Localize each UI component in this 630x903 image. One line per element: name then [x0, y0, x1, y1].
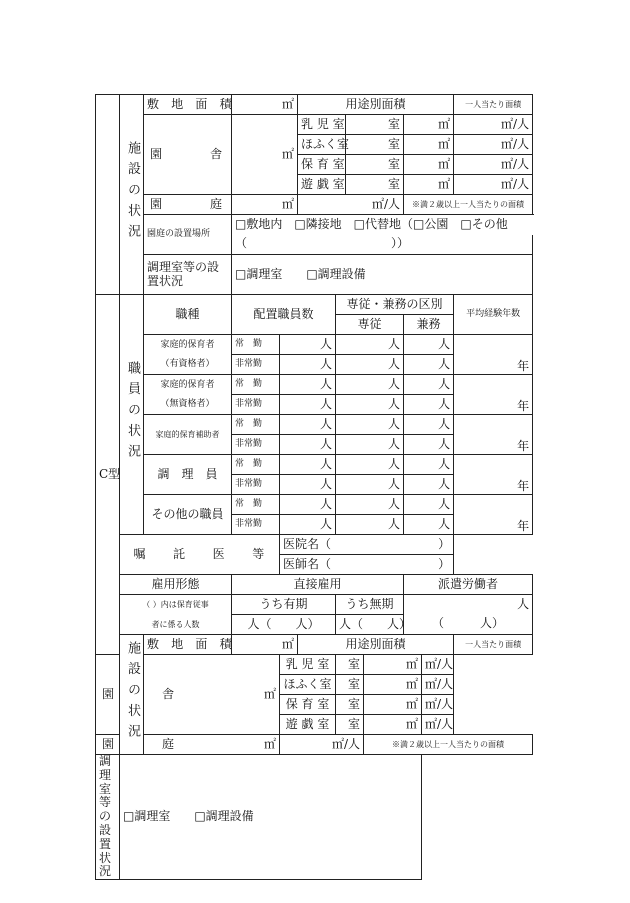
- role-5-regular-fulltime[interactable]: 人: [336, 495, 404, 515]
- role-1-irregular-concurrent[interactable]: 人: [404, 355, 454, 375]
- garden-note-2: ※満２歳以上一人当たりの面積: [364, 735, 533, 755]
- role-1-regular-count[interactable]: 人: [280, 335, 336, 355]
- room-care-2: 保 育 室: [280, 695, 336, 715]
- role-1-years[interactable]: 年: [454, 335, 533, 375]
- role-2-regular-count[interactable]: 人: [280, 375, 336, 395]
- room-crawling-area-2[interactable]: ㎡: [364, 675, 422, 695]
- room-play-area[interactable]: ㎡: [404, 175, 454, 195]
- role-4-label: 調 理 員: [144, 455, 232, 495]
- room-nursery-count[interactable]: 室: [346, 115, 404, 135]
- role-4-regular-fulltime[interactable]: 人: [336, 455, 404, 475]
- role-5-irregular-concurrent[interactable]: 人: [404, 515, 454, 535]
- garden-area-value[interactable]: ㎡: [232, 195, 298, 215]
- col-staff-count: 配置職員数: [232, 295, 336, 335]
- room-nursery-count-2[interactable]: 室: [336, 655, 364, 675]
- role-5-label: その他の職員: [144, 495, 232, 535]
- room-nursery: 乳 児 室: [298, 115, 346, 135]
- role-3-regular: 常 勤: [232, 415, 280, 435]
- role-3-irregular-count[interactable]: 人: [280, 435, 336, 455]
- role-5-regular: 常 勤: [232, 495, 280, 515]
- role-2-line1: 家庭的保育者: [144, 375, 232, 395]
- garden-per-person-value-2[interactable]: ㎡/人: [280, 735, 364, 755]
- room-crawling-area[interactable]: ㎡: [404, 135, 454, 155]
- doctor-name-label[interactable]: 医師名（: [280, 555, 422, 575]
- role-3-regular-count[interactable]: 人: [280, 415, 336, 435]
- clinic-name-close: ）: [422, 535, 454, 555]
- role-1-irregular-count[interactable]: 人: [280, 355, 336, 375]
- role-3-irregular-fulltime[interactable]: 人: [336, 435, 404, 455]
- role-4-irregular-fulltime[interactable]: 人: [336, 475, 404, 495]
- blank-cell-top: [96, 95, 120, 295]
- role-5-irregular: 非常勤: [232, 515, 280, 535]
- garden-per-person-value[interactable]: ㎡/人: [298, 195, 404, 215]
- role-4-irregular: 非常勤: [232, 475, 280, 495]
- employment-form-label: 雇用形態: [120, 575, 232, 595]
- room-nursery-area-2[interactable]: ㎡: [364, 655, 422, 675]
- role-4-irregular-concurrent[interactable]: 人: [404, 475, 454, 495]
- role-4-regular-count[interactable]: 人: [280, 455, 336, 475]
- kitchen-label: 調理室等の設置状況: [144, 255, 232, 295]
- role-1-line1: 家庭的保育者: [144, 335, 232, 355]
- room-care-count[interactable]: 室: [346, 155, 404, 175]
- room-crawling-per-person-2[interactable]: ㎡/人: [422, 675, 454, 695]
- role-1-irregular-fulltime[interactable]: 人: [336, 355, 404, 375]
- employment-note-2: 者に係る人数: [120, 615, 232, 635]
- facility-label-2: 施設の状況: [120, 635, 144, 755]
- garden-area-value-2[interactable]: ㎡: [144, 735, 280, 755]
- room-care: 保 育 室: [298, 155, 346, 175]
- room-play-count[interactable]: 室: [346, 175, 404, 195]
- room-play-per-person[interactable]: ㎡/人: [454, 175, 533, 195]
- room-play-count-2[interactable]: 室: [336, 715, 364, 735]
- facility-label-1: 施設の状況: [120, 95, 144, 295]
- role-2-irregular-count[interactable]: 人: [280, 395, 336, 415]
- role-2-regular-fulltime[interactable]: 人: [336, 375, 404, 395]
- role-3-years[interactable]: 年: [454, 415, 533, 455]
- building-area-value[interactable]: ㎡: [232, 115, 298, 195]
- site-area-value-2[interactable]: ㎡: [232, 635, 298, 655]
- room-crawling-count[interactable]: 室: [346, 135, 404, 155]
- room-care-count-2[interactable]: 室: [336, 695, 364, 715]
- staff-label: 職員の状況: [120, 295, 144, 535]
- role-2-irregular-concurrent[interactable]: 人: [404, 395, 454, 415]
- doctor-label: 嘱 託 医 等: [120, 535, 280, 575]
- role-1-irregular: 非常勤: [232, 355, 280, 375]
- c-type-form: [95, 94, 533, 880]
- site-area-label: 敷 地 面 積: [144, 95, 232, 115]
- role-5-regular-count[interactable]: 人: [280, 495, 336, 515]
- col-concurrent: 兼務: [404, 315, 454, 335]
- role-5-irregular-count[interactable]: 人: [280, 515, 336, 535]
- by-use-area-label-2: 用途別面積: [298, 635, 454, 655]
- room-care-per-person-2[interactable]: ㎡/人: [422, 695, 454, 715]
- indefinite-label: うち無期: [336, 595, 404, 615]
- room-crawling-count-2[interactable]: 室: [336, 675, 364, 695]
- room-play: 遊 戯 室: [298, 175, 346, 195]
- room-care-area[interactable]: ㎡: [404, 155, 454, 175]
- room-play-2: 遊 戯 室: [280, 715, 336, 735]
- role-3-regular-concurrent[interactable]: 人: [404, 415, 454, 435]
- garden-label: 園 庭: [144, 195, 232, 215]
- dispatched-count[interactable]: 人: [404, 595, 533, 615]
- doctor-name-close: ）: [422, 555, 454, 575]
- col-fulltime-part: 専従・兼務の区別: [336, 295, 454, 315]
- role-1-regular: 常 勤: [232, 335, 280, 355]
- fixed-term-label: うち有期: [232, 595, 336, 615]
- room-play-area-2[interactable]: ㎡: [364, 715, 422, 735]
- site-area-value[interactable]: ㎡: [232, 95, 298, 115]
- kitchen-options-2[interactable]: □調理室 □調理設備: [120, 755, 422, 880]
- dispatched-label: 派遣労働者: [404, 575, 533, 595]
- role-2-line2: （無資格者）: [144, 395, 232, 415]
- c-type-label: C型: [96, 295, 120, 655]
- role-3-label: 家庭的保育補助者: [144, 415, 232, 455]
- role-3-regular-fulltime[interactable]: 人: [336, 415, 404, 435]
- room-play-per-person-2[interactable]: ㎡/人: [422, 715, 454, 735]
- direct-hire-label: 直接雇用: [232, 575, 404, 595]
- role-4-years[interactable]: 年: [454, 455, 533, 495]
- role-2-irregular-fulltime[interactable]: 人: [336, 395, 404, 415]
- room-crawling: ほふく室: [298, 135, 346, 155]
- site-area-label-2: 敷 地 面 積: [144, 635, 232, 655]
- role-4-regular: 常 勤: [232, 455, 280, 475]
- building-label: 園 舎: [144, 115, 232, 195]
- room-care-per-person[interactable]: ㎡/人: [454, 155, 533, 175]
- per-person-area-label: 一人当たり面積: [454, 95, 533, 115]
- role-1-regular-fulltime[interactable]: 人: [336, 335, 404, 355]
- building-label-2: 園 舎: [96, 655, 120, 735]
- garden-note: ※満２歳以上一人当たりの面積: [404, 195, 533, 215]
- role-5-years[interactable]: 年: [454, 495, 533, 535]
- col-avg-years: 平均経験年数: [454, 295, 533, 335]
- role-2-years[interactable]: 年: [454, 375, 533, 415]
- kitchen-label-2: 調理室等の設置状況: [96, 755, 120, 880]
- role-5-regular-concurrent[interactable]: 人: [404, 495, 454, 515]
- building-area-value-2[interactable]: ㎡: [144, 655, 280, 735]
- role-4-irregular-count[interactable]: 人: [280, 475, 336, 495]
- role-2-regular-concurrent[interactable]: 人: [404, 375, 454, 395]
- room-care-area-2[interactable]: ㎡: [364, 695, 422, 715]
- dispatched-count-paren[interactable]: （ 人）: [404, 615, 533, 635]
- fixed-term-count[interactable]: 人（ 人）: [232, 615, 336, 635]
- room-nursery-per-person-2[interactable]: ㎡/人: [422, 655, 454, 675]
- kitchen-options[interactable]: □調理室 □調理設備: [232, 255, 533, 295]
- role-1-regular-concurrent[interactable]: 人: [404, 335, 454, 355]
- by-use-area-label: 用途別面積: [298, 95, 454, 115]
- room-crawling-per-person[interactable]: ㎡/人: [454, 135, 533, 155]
- room-nursery-area[interactable]: ㎡: [404, 115, 454, 135]
- employment-note-1: （ ）内は保育従事: [120, 595, 232, 615]
- room-nursery-2: 乳 児 室: [280, 655, 336, 675]
- role-2-regular: 常 勤: [232, 375, 280, 395]
- role-4-regular-concurrent[interactable]: 人: [404, 455, 454, 475]
- garden-place-other[interactable]: （ ））: [232, 235, 533, 255]
- role-1-line2: （有資格者）: [144, 355, 232, 375]
- indefinite-count[interactable]: 人（ 人）: [336, 615, 404, 635]
- role-3-irregular-concurrent[interactable]: 人: [404, 435, 454, 455]
- room-crawling-2: ほふく室: [280, 675, 336, 695]
- clinic-name-label[interactable]: 医院名（: [280, 535, 422, 555]
- col-fulltime: 専従: [336, 315, 404, 335]
- garden-place-label: 園庭の設置場所: [144, 215, 232, 255]
- role-3-irregular: 非常勤: [232, 435, 280, 455]
- role-5-irregular-fulltime[interactable]: 人: [336, 515, 404, 535]
- col-job-type: 職種: [144, 295, 232, 335]
- garden-label-2: 園 庭: [96, 735, 120, 755]
- role-2-irregular: 非常勤: [232, 395, 280, 415]
- room-nursery-per-person[interactable]: ㎡/人: [454, 115, 533, 135]
- per-person-area-label-2: 一人当たり面積: [454, 635, 533, 655]
- garden-place-options[interactable]: □敷地内 □隣接地 □代替地（□公園 □その他: [232, 215, 533, 235]
